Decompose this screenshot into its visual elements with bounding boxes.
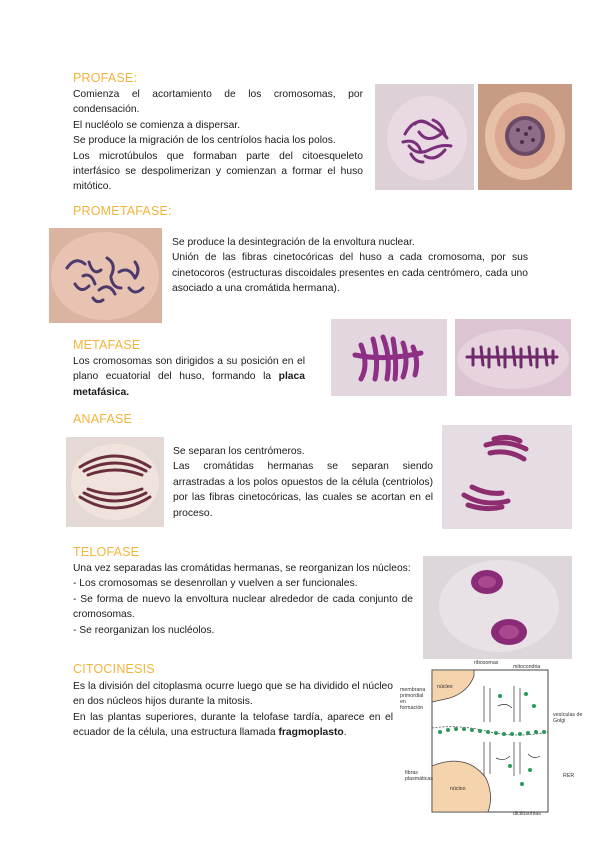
label-ribosomas: ribosomas xyxy=(474,660,499,666)
prometafase-text xyxy=(172,235,528,297)
profase-line-4: Los microtúbulos que formaban parte del citoesqueleto interfásico se despolimerizan y comienzan a formar el huso mitótico. xyxy=(73,150,363,193)
label-nucleo-bottom: núcleo xyxy=(450,786,466,792)
metafase-heading: METAFASE xyxy=(73,338,141,352)
citocinesis-line-2 xyxy=(73,710,393,741)
telofase-line-3: - Se forma de nuevo la envoltura nuclear alrededor de cada conjunto de cromosomas. xyxy=(73,593,413,621)
prometafase-line-1: Se produce la desintegración de la envoltura nuclear. xyxy=(172,237,415,248)
citocinesis-line-2-end: . xyxy=(343,727,347,739)
anafase-heading: ANAFASE xyxy=(73,412,133,426)
anafase-image xyxy=(66,437,164,527)
profase-image-2 xyxy=(478,84,572,190)
anafase-line-2: Las cromátidas hermanas se separan siendo arrastradas a los polos opuestos de la célula (centriolos) por las fibras cinetocóricas, las cuales se acortan en el proceso. xyxy=(173,461,433,519)
profase-text xyxy=(73,87,363,195)
telofase-line-1: Una vez separadas las cromátidas hermanas, se reorganizan los núcleos: xyxy=(73,563,411,574)
anafase-photo xyxy=(442,425,572,529)
citocinesis-line-1: Es la división del citoplasma ocurre luego que se ha dividido el núcleo en dos núcleos hijos durante la mitosis. xyxy=(73,681,393,708)
citocinesis-line-2-plain: En las plantas superiores, durante la telofase tardía, aparece en el ecuador de la célula, una estructura llamada xyxy=(73,711,393,739)
citocinesis-text xyxy=(73,679,393,741)
telofase-photo xyxy=(423,556,572,659)
label-nucleo-top: núcleo xyxy=(437,684,453,690)
telofase-line-4: - Se reorganizan los nucléolos. xyxy=(73,624,215,636)
label-vesiculas: vesículas de Golgi xyxy=(553,712,583,724)
prometafase-image xyxy=(49,228,162,323)
label-rer: RER xyxy=(563,773,575,779)
anafase-line-1: Se separan los centrómeros. xyxy=(173,446,305,457)
label-dictiosomas: dictiosomas xyxy=(513,811,541,817)
profase-image-1 xyxy=(375,84,474,190)
metafase-image-2 xyxy=(455,319,571,396)
telofase-line-2: - Los cromosomas se desenrollan y vuelven a ser funcionales. xyxy=(73,578,358,590)
telofase-heading: TELOFASE xyxy=(73,545,140,559)
metafase-text-bold: placa metafásica. xyxy=(73,371,305,398)
profase-line-2: El nucléolo se comienza a dispersar. xyxy=(73,119,241,131)
label-mitocondria: mitocondria xyxy=(513,664,541,670)
metafase-text xyxy=(73,354,305,400)
prometafase-heading: PROMETAFASE: xyxy=(73,204,172,218)
prometafase-line-2: Unión de las fibras cinetocóricas del huso a cada cromosoma, por sus cinetocoros (estructuras discoidales presentes en cada centrómero, cada uno asociado a una cromátida hermana). xyxy=(172,252,528,295)
telofase-text xyxy=(73,561,413,638)
citocinesis-line-2-bold: fragmoplasto xyxy=(278,727,344,739)
anafase-text xyxy=(173,444,433,521)
citocinesis-heading: CITOCINESIS xyxy=(73,662,155,676)
profase-heading: PROFASE: xyxy=(73,71,138,85)
metafase-text-plain: Los cromosomas son dirigidos a su posición en el plano ecuatorial del huso, formando la xyxy=(73,356,305,383)
profase-line-3: Se produce la migración de los centríolos hacia los polos. xyxy=(73,135,336,147)
metafase-image-1 xyxy=(331,319,447,396)
label-membrana: membrana primordial en formación xyxy=(400,687,426,711)
label-fibras: fibras plasmáticas xyxy=(405,770,433,782)
profase-line-1: Comienza el acortamiento de los cromosomas, por condensación. xyxy=(73,89,363,116)
